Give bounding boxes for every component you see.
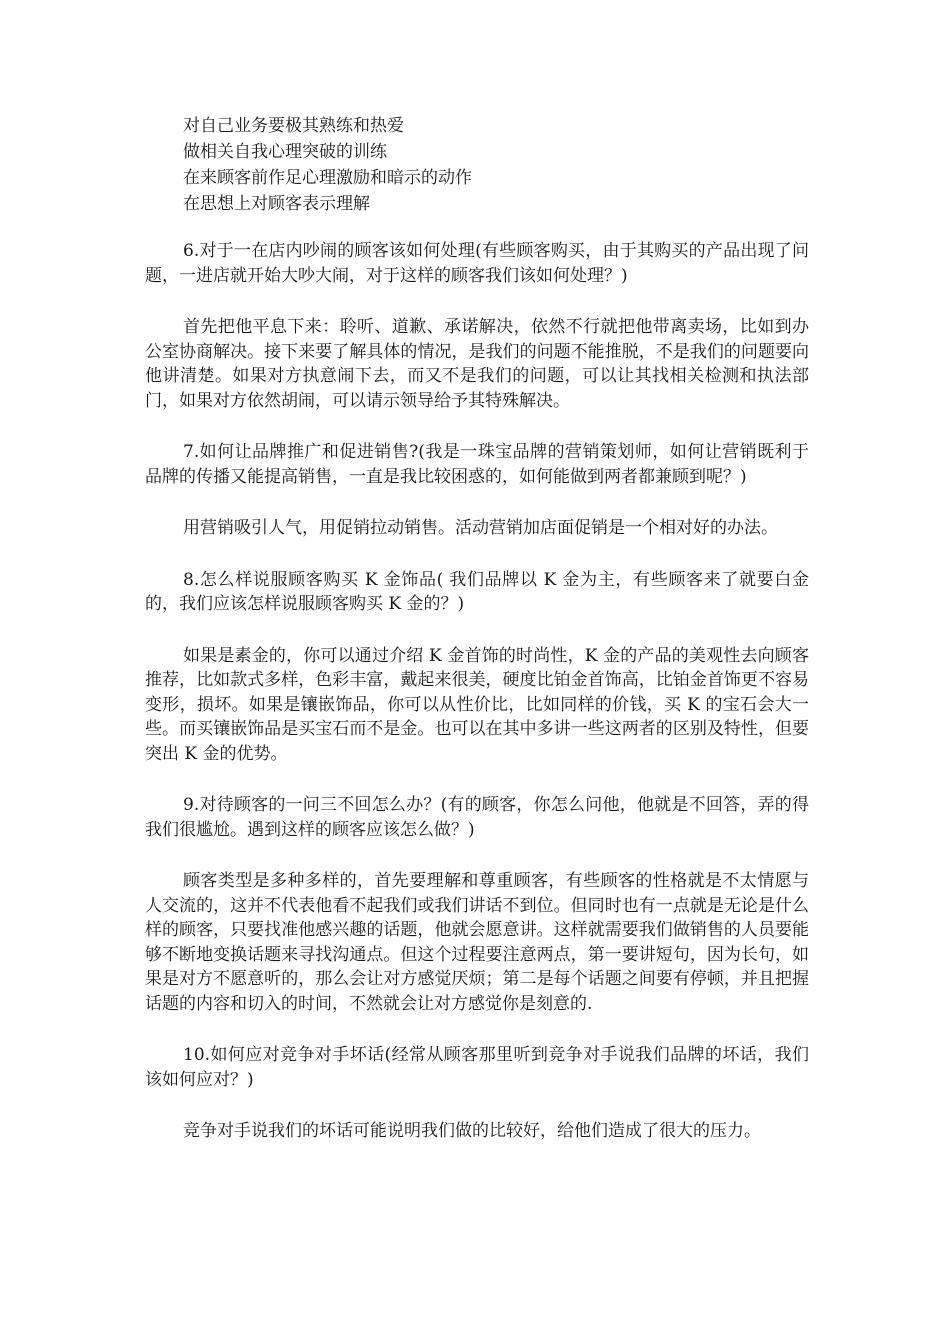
answer-7: 用营销吸引人气，用促销拉动销售。活动营销加店面促销是一个相对好的办法。 [183,518,778,538]
spacer [145,489,809,516]
intro-line: 对自己业务要极其熟练和热爱 [183,116,404,136]
question-9: 9.对待顾客的一问三不回怎么办？(有的顾客，你怎么问他，他就是不回答，弄的得我们很尴尬。遇到这样的顾客应该怎么做？) [145,795,809,840]
intro-line: 在思想上对顾客表示理解 [183,194,370,214]
question-8: 8.怎么样说服顾客购买 K 金饰品( 我们品牌以 K 金为主，有些顾客来了就要白金的，我们应该怎样说服顾客购买 K 金的？) [145,569,809,614]
answer-10: 竞争对手说我们的坏话可能说明我们做的比较好，给他们造成了很大的压力。 [183,1121,761,1141]
question-7: 7.如何让品牌推广和促进销售?(我是一珠宝品牌的营销策划师，如何让营销既利于品牌的传播又能提高销售，一直是我比较困惑的，如何能做到两者都兼顾到呢？) [145,442,809,487]
spacer [145,217,809,239]
intro-line: 做相关自我心理突破的训练 [183,142,387,162]
answer-9: 顾客类型是多种多样的，首先要理解和尊重顾客，有些顾客的性格就是不太情愿与人交流的，这并不代表他看不起我们或我们讲话不到位。但同时也有一点就是无论是什么样的顾客，只要找准他感兴趣的话题，他就会愿意讲。这样就需要我们做销售的人员要能够不断地变换话题来寻找沟通点。但这个过程要注意两点，第一要讲短句，因为长句，如果是对方不愿意听的，那么会让对方感觉厌烦；第二是每个话题之间要有停顿，并且把握话题的内容和切入的时间，不然就会让对方感觉你是刻意的. [145,871,809,1014]
spacer [145,842,809,869]
answer-6: 首先把他平息下来：聆听、道歉、承诺解决，依然不行就把他带离卖场，比如到办公室协商解决。接下来要了解具体的情况，是我们的问题不能推脱，不是我们的问题要向他讲清楚。如果对方执意闹下去，而又不是我们的问题，可以让其找相关检测和执法部门，如果对方依然胡闹，可以请示领导给予其特殊解决。 [145,317,809,411]
answer-8: 如果是素金的，你可以通过介绍 K 金首饰的时尚性，K 金的产品的美观性去向顾客推荐，比如款式多样，色彩丰富，戴起来很美，硬度比铂金首饰高，比铂金首饰更不容易变形，损坏。如果是镶嵌饰品，你可以从性价比，比如同样的价钱，买 K 的宝石会大一些。而买镶嵌饰品是买宝石而不是金。也可以在其中多讲一些这两者的区别及特性，但要突出 K 金的优势。 [145,645,809,764]
intro-list [145,113,809,217]
spacer [145,617,809,644]
document-page [145,113,809,1144]
spacer [145,288,809,315]
spacer [145,413,809,440]
intro-line: 在来顾客前作足心理激励和暗示的动作 [183,168,472,188]
spacer [145,1016,809,1043]
spacer [145,1092,809,1119]
question-6: 6.对于一在店内吵闹的顾客该如何处理(有些顾客购买，由于其购买的产品出现了问题，一进店就开始大吵大闹，对于这样的顾客我们该如何处理？) [145,241,809,286]
spacer [145,766,809,793]
spacer [145,541,809,568]
question-10: 10.如何应对竞争对手坏话(经常从顾客那里听到竞争对手说我们品牌的坏话，我们该如何应对？) [145,1045,809,1090]
